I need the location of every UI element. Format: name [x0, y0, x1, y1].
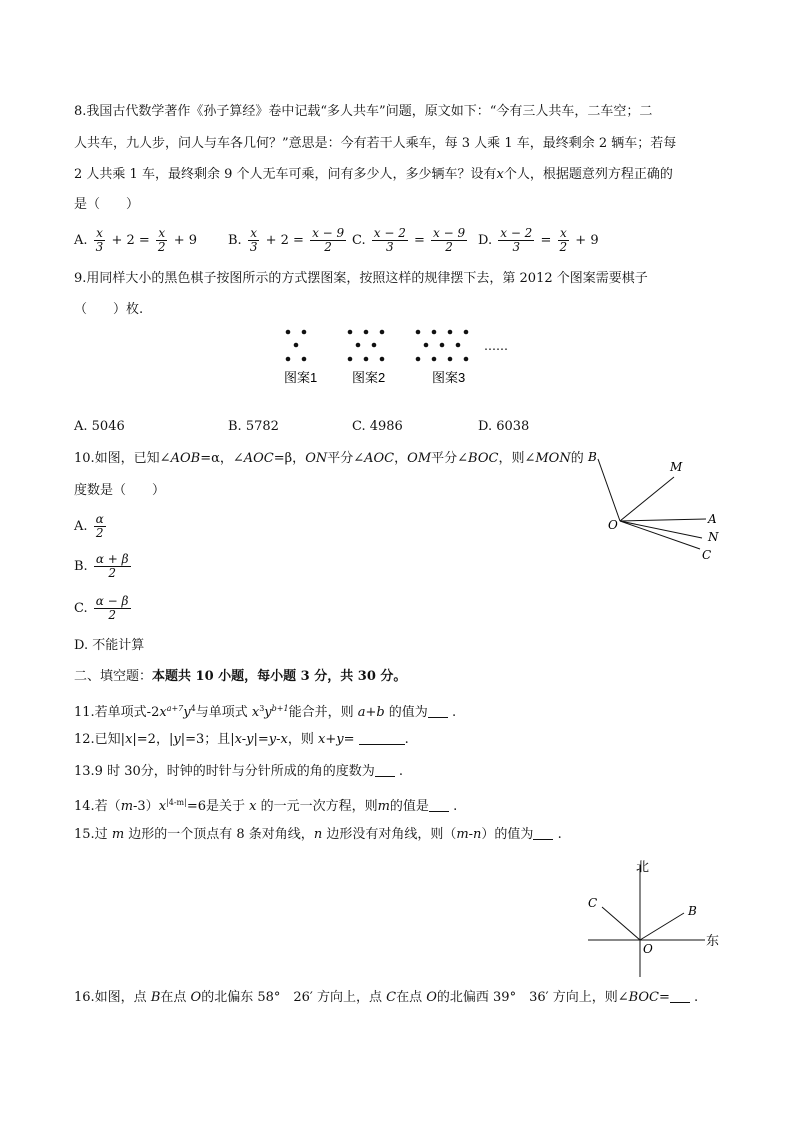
pattern-label-1: 图案1 [284, 370, 318, 385]
label-o: O [608, 518, 618, 532]
pattern-ellipsis: …… [484, 339, 508, 353]
q10-option-d: D. 不能计算 [74, 638, 145, 653]
section2-heading: 二、填空题：本题共 10 小题，每小题 3 分，共 30 分。 [74, 669, 407, 684]
ray-om [620, 477, 674, 521]
pattern-label-2: 图案2 [352, 370, 386, 385]
q8-option-a: A. $\frac{x}{3}$ + 2 = $\frac{x}{2}$ + 9 [74, 226, 197, 254]
q9-option-b: B. 5782 [228, 419, 279, 434]
q10-option-a: A. $\frac{\alpha}{2}$ [74, 512, 104, 540]
q8-option-d: D. $\frac{x - 2}{3}$ = $\frac{x}{2}$ + 9 [478, 226, 599, 254]
ray-ob [640, 913, 684, 940]
label-east: 东 [706, 934, 720, 949]
pattern-2-dots [348, 330, 385, 362]
q16: 16.如图，点 B在点 O的北偏东 58° 26′ 方向上，点 C在点 O的北偏西 39° 36′ 方向上，则∠BOC= . [74, 990, 699, 1005]
label-c: C [702, 548, 712, 562]
label-c: C [588, 896, 598, 910]
ray-ob [598, 459, 620, 521]
q16-direction-figure [580, 855, 730, 980]
q10-option-c: C. $\frac{\alpha - \beta}{2}$ [74, 594, 129, 622]
q8-option-c: C. $\frac{x - 2}{3}$ = $\frac{x - 9}{2}$ [352, 226, 466, 254]
pattern-1-dots [286, 330, 307, 362]
q8-line2: 人共车，九人步，问人与车各几何？”意思是：今有若干人乘车，每 3 人乘 1 车，最终剩余 2 辆车；若每 [74, 136, 677, 151]
q14: 14.若$(m-3)x^{|4-m|}=6$是关于 x 的一元一次方程，则m的值是 . [74, 798, 458, 814]
q8-line4: 是（ ） [74, 197, 140, 212]
label-o: O [643, 942, 653, 956]
q9-line1: 9.用同样大小的黑色棋子按图所示的方式摆图案，按照这样的规律摆下去，第 2012 个图案需要棋子 [74, 271, 648, 286]
q12: 12.已知|x|=2，|y|=3；且|x-y|=y-x，则 x+y= . [74, 732, 409, 747]
q8-line3: 2 人共乘 1 车，最终剩余 9 个人无车可乘，问有多少人，多少辆车？设有x个人，根据题意列方程正确的 [74, 167, 673, 182]
pattern-label-3: 图案3 [432, 370, 466, 385]
label-a: A [708, 512, 717, 526]
q10-angle-figure [580, 445, 730, 570]
q10-option-b: B. $\frac{\alpha + \beta}{2}$ [74, 552, 129, 580]
q10-line1: 10.如图，已知∠AOB=α，∠AOC=β，ON平分∠AOC，OM平分∠BOC，则∠MON的 [74, 451, 584, 466]
ray-oc [602, 907, 640, 940]
q15: 15.过 m 边形的一个顶点有 8 条对角线，n 边形没有对角线，则（m-n）的值为 . [74, 827, 562, 842]
q9-line2: （ ）枚. [74, 302, 144, 317]
q9-pattern-figure [270, 322, 530, 392]
q13: 13.9 时 30分，时钟的时针与分针所成的角的度数为 . [74, 764, 404, 779]
ray-oa [620, 519, 706, 521]
q9-option-a: A. 5046 [74, 419, 125, 434]
q11: 11.若单项式$-2x^{a+7}y^4$与单项式 $x^3y^{b+1}$能合并，则 a+b 的值为 . [74, 704, 457, 720]
label-m: M [670, 460, 683, 474]
label-b: B [688, 904, 697, 918]
q9-option-d: D. 6038 [478, 419, 530, 434]
q8-line1: 8.我国古代数学著作《孙子算经》卷中记载“多人共车”问题，原文如下：“今有三人共车，二车空；二 [74, 104, 653, 119]
q10-line2: 度数是（ ） [74, 483, 166, 498]
label-b: B [588, 450, 597, 464]
label-n: N [708, 530, 719, 544]
q9-option-c: C. 4986 [352, 419, 403, 434]
q8-option-b: B. $\frac{x}{3}$ + 2 = $\frac{x - 9}{2}$ [228, 226, 345, 254]
label-north: 北 [636, 860, 650, 875]
pattern-3-dots [416, 330, 469, 362]
